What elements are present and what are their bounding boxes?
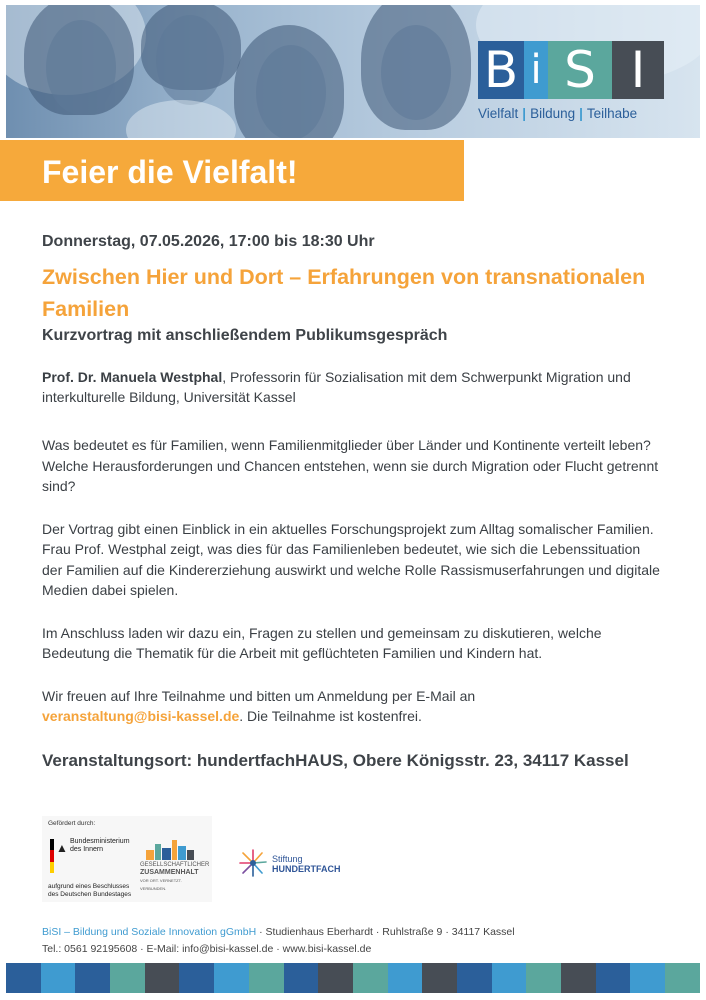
gz-line-1: GESELLSCHAFTLICHER (140, 862, 210, 868)
stripe-segment (75, 963, 110, 993)
starburst-icon (238, 848, 268, 878)
stiftung-line-1: Stiftung (272, 854, 303, 864)
stiftung-line-2: HUNDERTFACH (272, 864, 341, 874)
banner-title: Feier die Vielfalt! (42, 154, 298, 190)
stripe-segment (214, 963, 249, 993)
tagline-vielfalt: Vielfalt (478, 106, 519, 121)
stripe-segment (284, 963, 319, 993)
stripe-segment (249, 963, 284, 993)
decision-line-2: des Deutschen Bundestages (48, 891, 132, 898)
paragraph-discussion: Im Anschluss laden wir dazu ein, Fragen zu stellen und gemeinsam zu diskutieren, welche Bedeutung die Thematik für die Arbeit mit geflüchteten Familien und Kindern hat. (42, 624, 602, 661)
stripe-segment (110, 963, 145, 993)
zusammenhalt-text (140, 862, 210, 893)
logo-letter-s: S (548, 41, 612, 99)
gz-line-2: ZUSAMMENHALT (140, 869, 199, 876)
german-flag-icon (50, 839, 54, 873)
ministry-line-1: Bundesministerium (70, 838, 130, 845)
gz-line-3: VOR ORT. VERNETZT. VERBUNDEN. (140, 878, 182, 891)
bisi-logo (478, 41, 668, 125)
stripe-segment (353, 963, 388, 993)
stripe-segment (388, 963, 423, 993)
logo-letter-b: B (478, 41, 524, 99)
hundertfach-text (272, 854, 341, 874)
speaker-description: , Professorin für Sozialisation mit dem Schwerpunkt Migration und interkulturelle Bildung, Universität Kassel (42, 369, 631, 405)
ministry-line-2: des Innern (70, 846, 104, 853)
registration-outro: . Die Teilnahme ist kostenfrei. (239, 708, 422, 724)
registration-intro: Wir freuen auf Ihre Teilnahme und bitten um Anmeldung per E-Mail an (42, 687, 476, 704)
registration-email-link[interactable]: veranstaltung@bisi-kassel.de (42, 708, 240, 724)
eagle-icon: ▲ (56, 841, 68, 855)
speaker-name: Prof. Dr. Manuela Westphal (42, 369, 223, 385)
paragraph-intro: Was bedeutet es für Familien, wenn Familienmitglieder über Länder und Kontinente verteilt leben? Welche Herausforderungen und Chancen entstehen, wenn sie durch Migration oder Flucht getrennt sind? (42, 437, 659, 494)
decision-line-1: aufgrund eines Beschlusses (48, 883, 130, 890)
footer-org: BiSI – Bildung und Soziale Innovation gGmbH (42, 926, 257, 938)
tagline-separator: | (522, 106, 527, 121)
event-date: Donnerstag, 07.05.2026, 17:00 bis 18:30 Uhr (42, 233, 375, 250)
stripe-segment (526, 963, 561, 993)
footer-address-line (42, 924, 515, 941)
stripe-segment (6, 963, 41, 993)
tagline-separator: | (579, 106, 583, 121)
stripe-segment (492, 963, 527, 993)
sponsor-zusammenhalt-logo (140, 838, 210, 891)
logo-tagline (478, 106, 668, 121)
stripe-segment (422, 963, 457, 993)
stripe-segment (179, 963, 214, 993)
stripe-segment (665, 963, 700, 993)
tagline-bildung: Bildung (530, 106, 576, 121)
paragraph-talk: Der Vortrag gibt einen Einblick in ein aktuelles Forschungsprojekt zum Alltag somalischer Familien. Frau Prof. Westphal zeigt, was dies für das Familienleben bedeutet, wie sich die Lebenssituation der Familien auf die Kindererziehung auswirkt und welche Rolle Rassismuserfahrungen und digitale Medien dabei spielen. (42, 520, 660, 598)
stripe-segment (630, 963, 665, 993)
speaker-info (42, 367, 662, 407)
color-stripe (6, 963, 700, 993)
ministry-name (70, 838, 130, 854)
stripe-segment (561, 963, 596, 993)
footer-address: · Studienhaus Eberhardt · Ruhlstraße 9 · 34117 Kassel (256, 926, 515, 938)
tagline-teilhabe: Teilhabe (586, 106, 638, 121)
funded-by-label: Gefördert durch: (48, 820, 96, 827)
logo-letter-i2: I (612, 41, 664, 99)
logo-letter-i: i (524, 41, 548, 99)
registration-text (42, 686, 662, 727)
sponsor-hundertfach-logo (238, 846, 348, 880)
stripe-segment (41, 963, 76, 993)
footer (42, 924, 515, 958)
main-content (42, 233, 662, 771)
skyline-icon (144, 838, 196, 860)
logo-letters (478, 41, 664, 99)
event-subtitle: Kurzvortrag mit anschließendem Publikumsgespräch (42, 327, 448, 344)
stripe-segment (596, 963, 631, 993)
stripe-segment (145, 963, 180, 993)
stripe-segment (318, 963, 353, 993)
stripe-segment (457, 963, 492, 993)
footer-contact: Tel.: 0561 92195608 · E-Mail: info@bisi-kassel.de · www.bisi-kassel.de (42, 943, 372, 955)
title-banner (0, 140, 464, 201)
event-location: Veranstaltungsort: hundertfachHAUS, Obere Königsstr. 23, 34117 Kassel (42, 750, 629, 770)
bundestag-decision (48, 883, 131, 899)
event-title: Zwischen Hier und Dort – Erfahrungen von transnationalen Familien (42, 265, 646, 321)
